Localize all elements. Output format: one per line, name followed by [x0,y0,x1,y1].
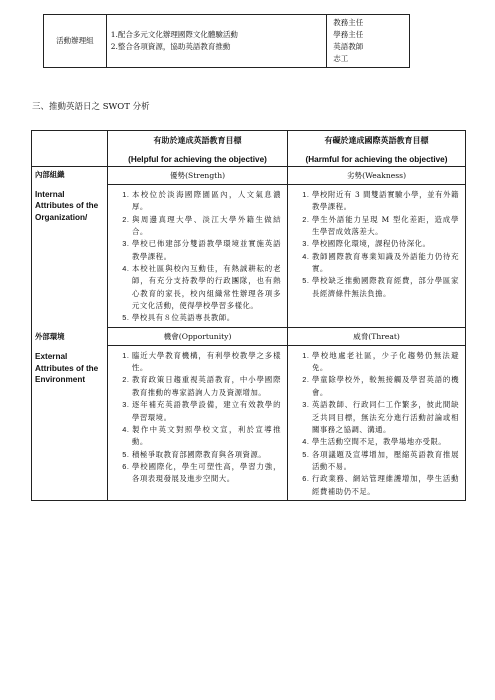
corner-cell [32,131,108,167]
external-label-en: External Attributes of the Environment [35,351,99,385]
strength-label: 優勢(Strength) [108,167,288,185]
list-item: 1. 本校位於淡海國際園區內，人文氣息濃厚。 [132,189,281,214]
role-item: 教務主任 [333,18,364,27]
external-label-zh: 外部環境 [35,332,65,342]
list-item: 3. 逐年補充英語教學設備，建立有效教學的學習環境。 [132,399,281,424]
internal-label-zh: 內部組織 [35,170,65,179]
list-item: 1. 臨近大學教育機構，有利學校教學之多樣性。 [132,350,281,375]
task-list [106,15,327,68]
role-list [327,15,410,68]
list-item: 1. 學校地處老社區，少子化趨勢仍無法避免。 [312,350,459,375]
list-item: 4. 本校社區與校內互動佳，有熱誠耕耘的老師，有充分支持教學的行政團隊，也有熱心教育的家長，校內組織常性辦理各項多元文化活動，使得學校學習多樣化。 [132,263,281,312]
list-item: 3. 英語教師、行政同仁工作繁多，彼此間缺乏共同目標，無法充分進行活動討論或相關事務之協調、溝通。 [312,399,459,436]
opportunity-cell [108,345,288,500]
opportunity-list [108,346,287,488]
list-item: 5. 積極爭取教育部國際教育與各項資源。 [132,449,281,461]
weakness-cell [288,185,466,328]
list-item: 2. 學童除學校外，較無接觸及學習英語的機會。 [312,374,459,399]
list-item: 6. 學校國際化，學生可塑性高，學習力強，各項表現發展及進步空間大。 [132,461,281,486]
helpful-header-zh: 有助於達成英語教育目標 [153,135,242,145]
list-item: 3. 學校國際化環境，課程仍待深化。 [312,238,459,250]
table-row [44,15,410,68]
list-item: 2. 學生外語能力呈現 M 型化差距，造成學生學習成效落差大。 [312,214,459,239]
list-item: 2. 教育政策日趨重視英語教育，中小學國際教育推動的專家諮詢人力及資源增加。 [132,374,281,399]
activity-table [43,14,410,68]
threat-cell [288,345,466,500]
swot-label-row [32,167,466,185]
role-item: 英語教師 [333,42,364,51]
list-item: 3. 學校已佈建部分雙語教學環境並實施英語教學課程。 [132,238,281,263]
section-title: 三、推動英語日之 SWOT 分析 [32,102,150,112]
role-item: 學務主任 [333,30,364,39]
strength-cell [108,185,288,328]
harmful-header-en: (Harmful for achieving the objective) [305,155,448,164]
weakness-label: 劣勢(Weakness) [288,167,466,185]
strength-list [108,185,287,327]
threat-label: 威脅(Threat) [288,327,466,345]
list-item: 5. 學校具有８位英語專長教師。 [132,312,281,324]
list-item: 1. 學校附近有 3 間雙語實驗小學，並有外籍教學課程。 [312,189,459,214]
attributes-column [32,167,108,501]
task-item: 1.配合多元文化辦理國際文化體驗活動 [110,30,238,39]
task-item: 2.整合各項資源，協助英語教育推動 [110,42,231,51]
helpful-header [108,131,288,167]
harmful-header [288,131,466,167]
list-item: 2. 與周邊真理大學、淡江大學外籍生做結合。 [132,214,281,239]
helpful-header-en: (Helpful for achieving the objective) [128,155,267,164]
list-item: 4. 教師國際教育專業知識及外語能力仍待充實。 [312,251,459,276]
internal-label-en: Internal Attributes of the Organization/ [35,189,99,222]
opportunity-label: 機會(Opportunity) [108,327,288,345]
list-item: 6. 行政業務、網站管理維護增加，學生活動經費補助仍不足。 [312,473,459,498]
role-item: 志工 [333,54,349,63]
list-item: 5. 各項議題及宣導增加，壓縮英語教育推展活動不易。 [312,449,459,474]
list-item: 4. 製作中英文對照學校文宣，利於宣導推動。 [132,424,281,449]
threat-list [288,346,465,500]
swot-table [31,130,466,501]
list-item: 4. 學生活動空間不足，教學場地亦受限。 [312,436,459,448]
swot-header-row [32,131,466,167]
weakness-list [288,185,465,302]
list-item: 5. 學校缺乏推動國際教育經費，部分學區家長經濟條件無法負擔。 [312,275,459,300]
row-label: 活動辦理組 [44,15,107,68]
harmful-header-zh: 有礙於達成國際英語教育目標 [324,135,429,145]
